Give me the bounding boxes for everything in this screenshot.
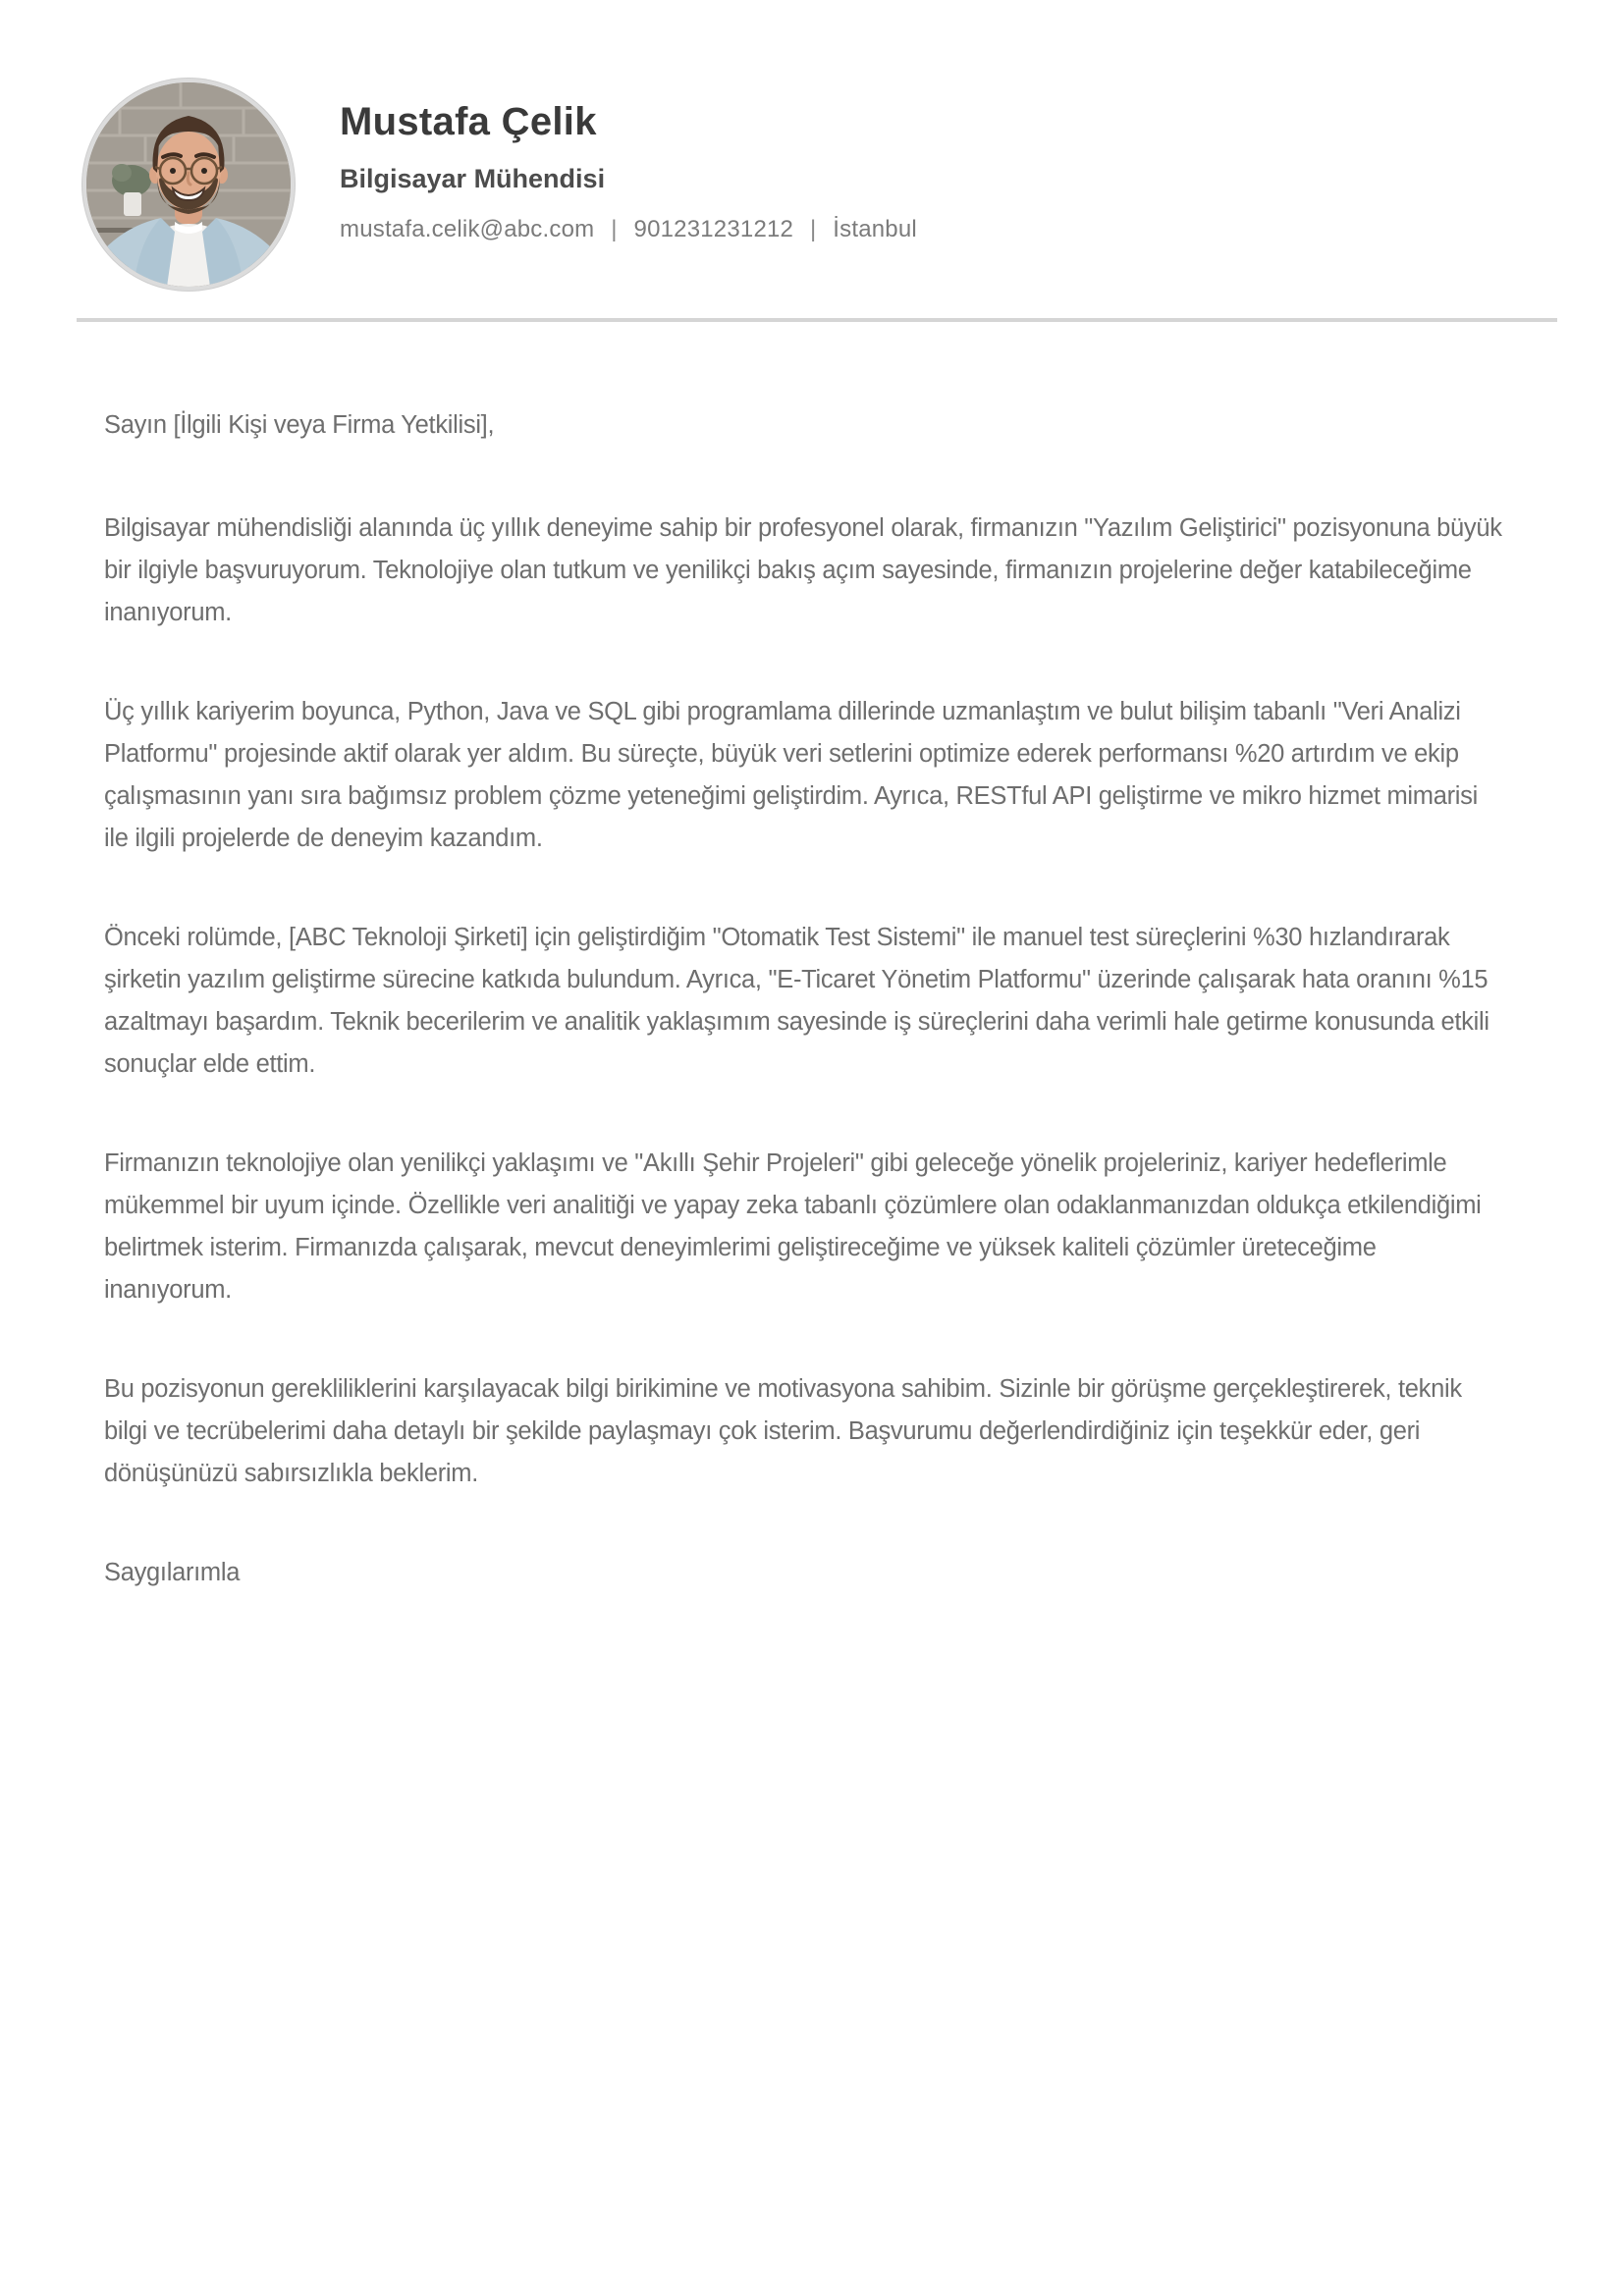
- contact-email: mustafa.celik@abc.com: [340, 216, 595, 242]
- salutation: Sayın [İlgili Kişi veya Firma Yetkilisi],: [104, 411, 495, 439]
- contact-separator: |: [611, 216, 618, 242]
- contact-location: İstanbul: [833, 216, 917, 242]
- job-title: Bilgisayar Mühendisi: [340, 164, 606, 193]
- letter-body: [0, 322, 1624, 1594]
- letter-paragraph: Bu pozisyonun gerekliliklerini karşılayacak bilgi birikimine ve motivasyona sahibim. Sizinle bir görüşme gerçekleştirerek, teknik bilgi ve tecrübelerimi daha detaylı bir şekilde paylaşmayı çok isterim. Başvurumu değerlendirdiğiniz için teşekkür eder, geri dönüşünüzü sabırsızlıkla beklerim.: [104, 1375, 1462, 1487]
- letter-paragraph: Bilgisayar mühendisliği alanında üç yıllık deneyime sahip bir profesyonel olarak, firmanızın "Yazılım Geliştirici" pozisyonuna büyük bir ilgiyle başvuruyorum. Teknolojiye olan tutkum ve yenilikçi bakış açım sayesinde, firmanızın projelerine değer katabileceğime inanıyorum.: [104, 514, 1502, 626]
- letter-paragraph: Firmanızın teknolojiye olan yenilikçi yaklaşımı ve "Akıllı Şehir Projeleri" gibi geleceğe yönelik projeleriniz, kariyer hedeflerimle mükemmel bir uyum içinde. Özellikle veri analitiği ve yapay zeka tabanlı çözümlere olan odaklanmanızdan oldukça etkilendiğimi belirtmek isterim. Firmanızda çalışarak, mevcut deneyimlerimi geliştireceğime ve yüksek kaliteli çözümler üreteceğime inanıyorum.: [104, 1149, 1482, 1304]
- header: [0, 0, 1624, 291]
- contact-phone: 901231231212: [633, 216, 794, 242]
- letter-paragraph: Üç yıllık kariyerim boyunca, Python, Java ve SQL gibi programlama dillerinde uzmanlaştım ve bulut bilişim tabanlı "Veri Analizi Platformu" projesinde aktif olarak yer aldım. Bu süreçte, büyük veri setlerini optimize ederek performansı %20 artırdım ve ekip çalışmasının yanı sıra bağımsız problem çözme yeteneğimi geliştirdim. Ayrıca, RESTful API geliştirme ve mikro hizmet mimarisi ile ilgili projelerde de deneyim kazandım.: [104, 698, 1478, 852]
- letter-paragraph: Önceki rolümde, [ABC Teknoloji Şirketi] için geliştirdiğim "Otomatik Test Sistemi" ile manuel test süreçlerini %30 hızlandırarak şirketin yazılım geliştirme sürecine katkıda bulundum. Ayrıca, "E-Ticaret Yönetim Platformu" üzerinde çalışarak hata oranını %15 azaltmayı başardım. Teknik becerilerim ve analitik yaklaşımım sayesinde iş süreçlerini daha verimli hale getirme konusunda etkili sonuçlar elde ettim.: [104, 924, 1489, 1078]
- contact-info: [340, 216, 917, 243]
- profile-photo: [82, 79, 295, 291]
- candidate-name: Mustafa Çelik: [340, 100, 597, 143]
- contact-separator: |: [809, 216, 817, 242]
- closing-salutation: Saygılarımla: [104, 1559, 241, 1586]
- header-text: [340, 79, 917, 243]
